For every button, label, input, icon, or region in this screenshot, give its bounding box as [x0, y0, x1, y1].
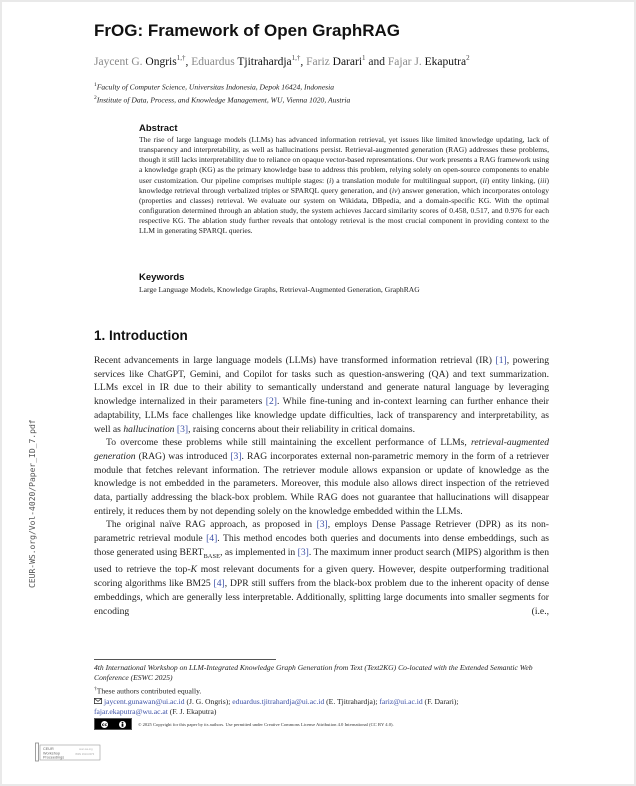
- cc-by-icon[interactable]: [94, 718, 132, 730]
- equal-contribution-note: †These authors contributed equally.: [94, 685, 202, 696]
- logo-line: ISSN 1613-0073: [75, 753, 95, 756]
- logo-line: ceur-ws.org: [79, 748, 93, 751]
- footnotes: [94, 663, 554, 718]
- citation-link[interactable]: [2]: [265, 396, 277, 408]
- paper-page: [2, 2, 634, 784]
- logo-line: Workshop: [43, 751, 61, 756]
- paper-title: FrOG: Framework of Open GraphRAG: [94, 21, 401, 40]
- keywords-heading: Keywords: [139, 272, 185, 283]
- email-link[interactable]: jaycent.gunawan@ui.ac.id: [104, 696, 185, 706]
- sidebar-url[interactable]: CEUR-WS.org/Vol-4020/Paper_ID_7.pdf: [28, 419, 37, 588]
- email-link[interactable]: fariz@ui.ac.id: [379, 696, 423, 706]
- ceur-logo: [35, 742, 101, 762]
- venue-note: 4th International Workshop on LLM-Integrated Knowledge Graph Generation from Text (Text2KG) Co-located with the Extended Semantic Web Conference (ESWC 2025): [94, 663, 533, 683]
- abstract-text: The rise of large language models (LLMs) has advanced information retrieval, yet issues like limited knowledge updating, lack of transparency and interpretability, as well as hallucinations persist. Retrieval-augmented generation (RAG) addresses these problems, though it still lacks interpretability due to reliance on opaque vector-based representations. Our work presents a RAG framework using a knowledge graph (KG) as the primary knowledge base to address this problem, relying solely on open-source components to enable user customization. Our pipeline comprises multiple stages: (i) a translation module for multilingual support, (ii) entity linking, (iii) knowledge retrieval through verbalized triples or SPARQL query generation, and (iv) answer generation, which incorporates ontology (properties and classes) retrieval. We evaluate our system on Wikidata, DBpedia, and a domain-specific KG. With the optimal configuration determined through an ablation study, the system achieves Jaccard similarity scores of 0.458, 0.517, and 0.976 for each respective KG. The ablation study further reveals that ontology retrieval is the most crucial component in providing context to the LLM in generating SPARQL queries.: [139, 135, 550, 236]
- citation-link[interactable]: [1]: [495, 355, 507, 366]
- keywords-text: Large Language Models, Knowledge Graphs, Retrieval-Augmented Generation, GraphRAG: [139, 285, 420, 294]
- license-line: [94, 718, 394, 730]
- affiliation: $^1$Faculty of Computer Science, Universitas Indonesia, Depok 16424, Indonesia: [94, 82, 335, 92]
- affiliation: $^2$Institute of Data, Process, and Knowledge Management, WU, Vienna 1020, Austria: [94, 95, 351, 105]
- author: Eduardus Tjitrahardja$^{1,\dagger}$: [191, 54, 301, 68]
- paragraph: The original naïve RAG approach, as proposed in [3], employs Dense Passage Retriever (DPR) as its non-parametric retrieval module [4]. This method encodes both queries and documents into dense embeddings, such as those generated using $BERT_{BASE}$, as implemented in [3]. The maximum inner product search (MIPS) algorithm is then used to retrieve the top-K most relevant documents for a given query. However, despite outperforming traditional scoring algorithms like BM25 [4], DPR still suffers from the black-box problem due to the inherent opacity of dense embeddings, which are generally less interpretable. Additionally, splitting large documents into smaller segments for encoding (i.e.,: [94, 519, 550, 617]
- introduction-body: [94, 354, 549, 618]
- email-list: jaycent.gunawan@ui.ac.id (J. G. Ongris); eduardus.tjitrahardja@ui.ac.id (E. Tjitrahardja); fariz@ui.ac.id (F. Darari); fajar.ekaputra@wu.ac.at (F. J. Ekaputra): [94, 696, 459, 717]
- paragraph: Recent advancements in large language models (LLMs) have transformed information retrieval (IR) [1], powering services like ChatGPT, Gemini, and Copilot for tasks such as question-answering (QA) and text summarization. LLMs excel in IR due to their ability to semantically understand and generate natural language by leveraging knowledge internalized in their parameters [2]. While fine-tuning and in-context learning can further enhance their adaptability, LLMs face challenges like knowledge update difficulties, lack of transparency and interpretability, as well as hallucination [3], raising concerns about their reliability in critical domains.: [94, 355, 549, 435]
- paragraph: To overcome these problems while still maintaining the excellent performance of LLMs, retrieval-augmented generation (RAG) was introduced [3]. RAG incorporates external non-parametric memory in the form of a retriever module that fetches relevant information. The retriever module allows expansion or update of knowledge as the knowledge is not embedded in the parameters. Moreover, this module also allows direct inspection of the retrieved data, partially addressing the black-box problem. While RAG does not guarantee that hallucinations will disappear entirely, it reduces them by not depending solely on the knowledge embedded within the LLMs.: [94, 437, 550, 517]
- author: Jaycent G. Ongris$^{1,\dagger}$: [94, 54, 186, 68]
- citation-link[interactable]: [3]: [176, 423, 189, 435]
- logo-line: CEUR: [43, 747, 54, 751]
- section-heading: 1. Introduction: [94, 328, 188, 343]
- citation-link[interactable]: [3]: [230, 450, 242, 462]
- citation-link[interactable]: [3]: [316, 519, 328, 531]
- citation-link[interactable]: [4]: [213, 578, 225, 590]
- abstract-heading: Abstract: [139, 123, 178, 134]
- author: Fajar J. Ekaputra$^2$: [387, 54, 470, 68]
- envelope-icon: [94, 698, 102, 704]
- svg-text:cc: cc: [101, 722, 107, 728]
- email-link[interactable]: fajar.ekaputra@wu.ac.at: [94, 707, 168, 717]
- email-link[interactable]: eduardus.tjitrahardja@ui.ac.id: [232, 696, 325, 706]
- citation-link[interactable]: [4]: [206, 533, 218, 545]
- author-list: Jaycent G. Ongris$^{1,\dagger}$, Eduardus Tjitrahardja$^{1,\dagger}$, Fariz Darari$^1$ and Fajar J. Ekaputra$^2$: [94, 54, 470, 68]
- logo-line: Proceedings: [43, 755, 65, 760]
- author: Fariz Darari$^1$: [306, 54, 366, 68]
- footnote-rule: [94, 659, 276, 660]
- license-text: © 2025 Copyright for this paper by its authors. Use permitted under Creative Commons License Attribution 4.0 International (CC BY 4.0).: [138, 721, 394, 727]
- citation-link[interactable]: [3]: [297, 546, 309, 558]
